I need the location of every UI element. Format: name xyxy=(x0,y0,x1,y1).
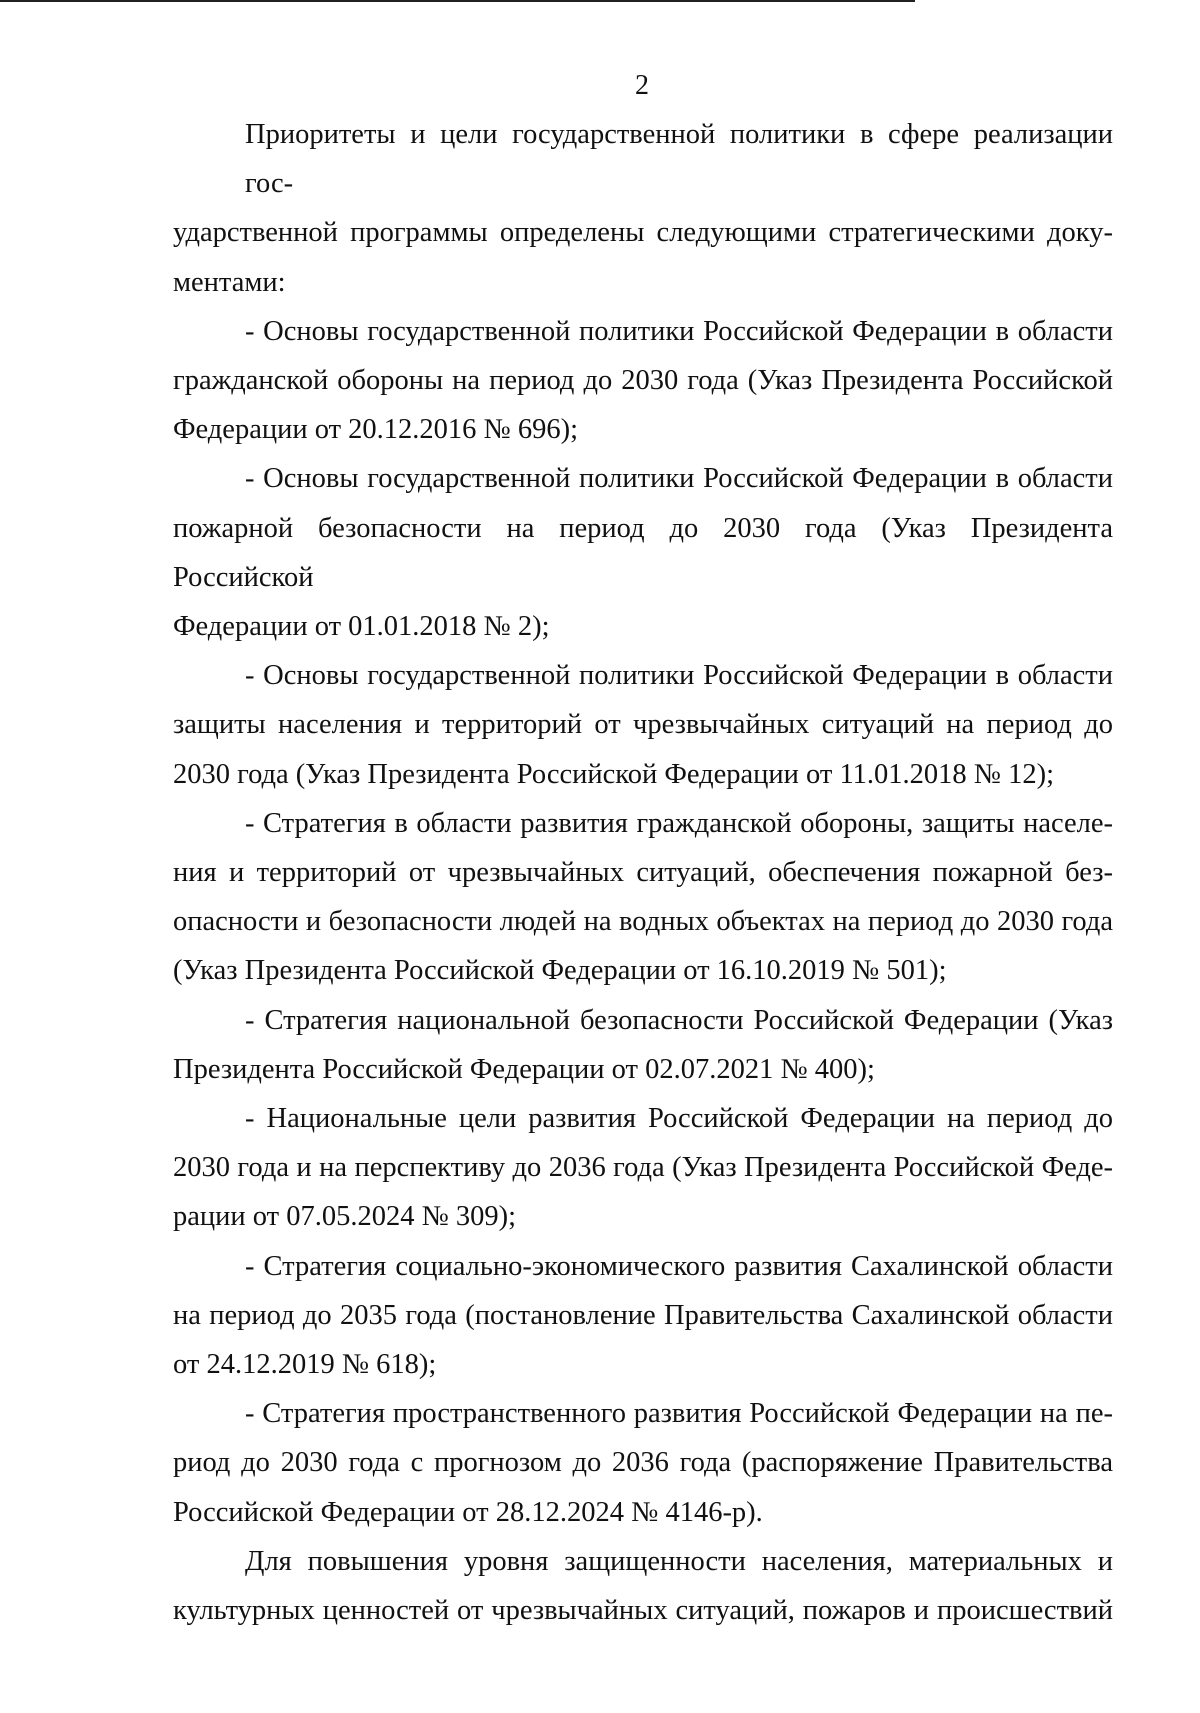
text-line: риод до 2030 года с прогнозом до 2036 года (распоряжение Правительства xyxy=(173,1447,1113,1479)
text-line: Приоритеты и цели государственной политики в сфере реализации гос- xyxy=(245,119,1113,200)
text-line: рации от 07.05.2024 № 309); xyxy=(173,1201,517,1233)
text-line: опасности и безопасности людей на водных объектах на период до 2030 года xyxy=(173,906,1113,938)
text-line: ударственной программы определены следующими стратегическими доку- xyxy=(173,217,1113,249)
text-line: Для повышения уровня защищенности населения, материальных и xyxy=(245,1545,1113,1577)
list-item-national-security xyxy=(173,996,1113,1094)
list-item-emergency-protection xyxy=(173,651,1113,799)
top-edge-rule xyxy=(0,0,915,2)
page-number: 2 xyxy=(635,70,649,101)
text-line: от 24.12.2019 № 618); xyxy=(173,1349,437,1381)
text-line: - Стратегия социально-экономического развития Сахалинской области xyxy=(245,1250,1113,1282)
list-item-civil-defense-strategy xyxy=(173,799,1113,996)
paragraph-intro xyxy=(173,110,1113,307)
list-item-fire-safety xyxy=(173,454,1113,651)
text-line: - Стратегия национальной безопасности Российской Федерации (Указ xyxy=(245,1004,1113,1036)
text-line: культурных ценностей от чрезвычайных ситуаций, пожаров и происшествий xyxy=(173,1595,1113,1627)
list-item-national-goals xyxy=(173,1094,1113,1242)
text-line: - Национальные цели развития Российской Федерации на период до xyxy=(245,1103,1113,1135)
paragraph-protection-level xyxy=(173,1537,1113,1635)
text-line: - Основы государственной политики Российской Федерации в области xyxy=(245,660,1113,692)
text-line: 2030 года и на перспективу до 2036 года (Указ Президента Российской Феде- xyxy=(173,1152,1113,1184)
list-item-sakhalin-strategy xyxy=(173,1242,1113,1390)
list-item-civil-defense xyxy=(173,307,1113,455)
text-line: гражданской обороны на период до 2030 года (Указ Президента Российской xyxy=(173,365,1113,397)
list-item-spatial-development xyxy=(173,1389,1113,1537)
text-line: (Указ Президента Российской Федерации от 16.10.2019 № 501); xyxy=(173,955,947,987)
text-line: ментами: xyxy=(173,266,286,298)
text-line: - Основы государственной политики Российской Федерации в области xyxy=(245,315,1113,347)
text-line: - Стратегия в области развития гражданской обороны, защиты населе- xyxy=(245,807,1113,839)
text-line: - Стратегия пространственного развития Российской Федерации на пе- xyxy=(245,1398,1113,1430)
text-line: Федерации от 20.12.2016 № 696); xyxy=(173,414,579,446)
text-line: 2030 года (Указ Президента Российской Федерации от 11.01.2018 № 12); xyxy=(173,758,1055,790)
text-line: пожарной безопасности на период до 2030 года (Указ Президента Российской xyxy=(173,512,1113,593)
text-line: Федерации от 01.01.2018 № 2); xyxy=(173,611,550,643)
text-line: - Основы государственной политики Российской Федерации в области xyxy=(245,463,1113,495)
text-line: Президента Российской Федерации от 02.07.2021 № 400); xyxy=(173,1053,875,1085)
text-line: ния и территорий от чрезвычайных ситуаций, обеспечения пожарной без- xyxy=(173,857,1113,889)
text-line: защиты населения и территорий от чрезвычайных ситуаций на период до xyxy=(173,709,1113,741)
text-line: Российской Федерации от 28.12.2024 № 4146-р). xyxy=(173,1496,763,1528)
document-body xyxy=(173,110,1113,1635)
text-line: на период до 2035 года (постановление Правительства Сахалинской области xyxy=(173,1299,1113,1331)
